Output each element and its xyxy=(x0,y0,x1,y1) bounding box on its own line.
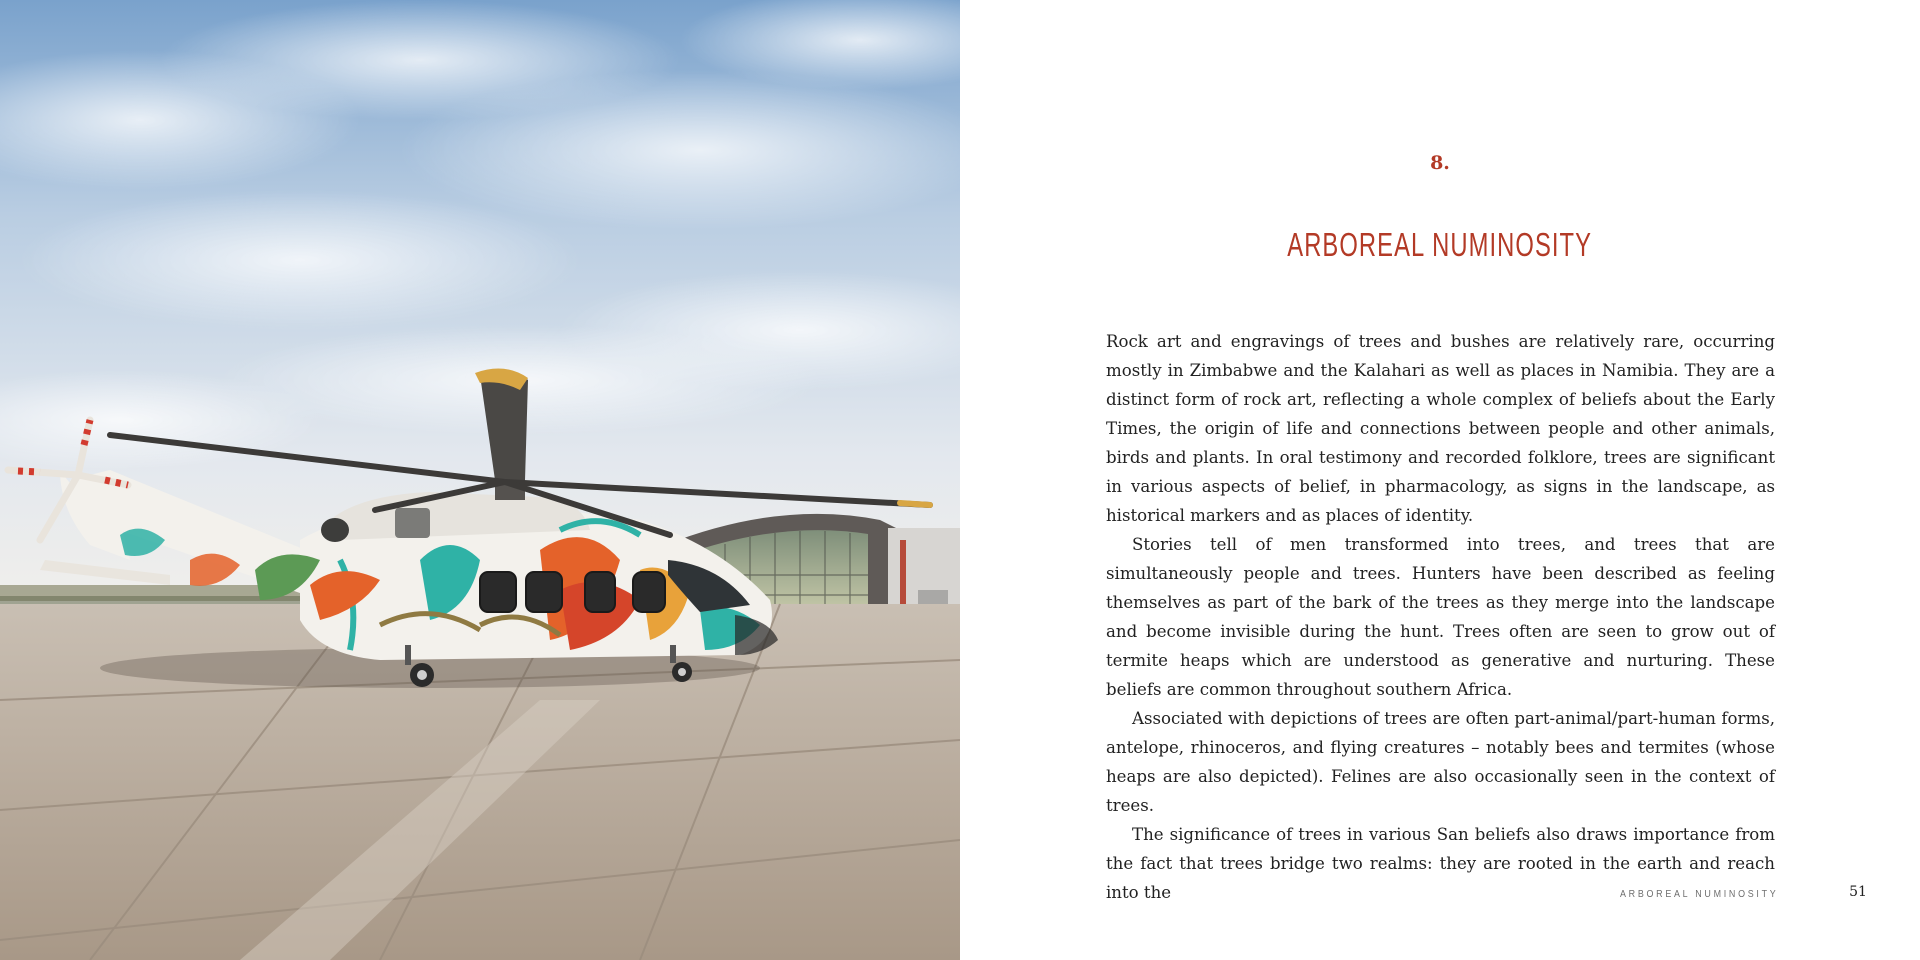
chapter-number: 8. xyxy=(1430,152,1450,174)
chapter-title xyxy=(960,226,1920,264)
paragraph-4: The significance of trees in various San beliefs also draws importance from the fact that trees bridge two realms: they are rooted in the earth and reach into the xyxy=(1106,825,1775,902)
chapter-title-text: ARBOREAL NUMINOSITY xyxy=(1287,226,1593,263)
text-page xyxy=(960,0,1920,960)
running-head-text: ARBOREAL NUMINOSITY xyxy=(1620,888,1779,900)
page-number: 51 xyxy=(1849,884,1867,900)
running-head xyxy=(1620,888,1820,900)
paragraph-1: Rock art and engravings of trees and bushes are relatively rare, occurring mostly in Zimbabwe and the Kalahari as well as places in Namibia. They are a distinct form of rock art, reflecting a whole complex of beliefs about the Early Times, the origin of life and connections between people and other animals, birds and plants. In oral testimony and recorded folklore, trees are significant in various aspects of belief, in pharmacology, as signs in the landscape, as historical markers and as places of identity. xyxy=(1106,332,1775,525)
paragraph-2: Stories tell of men transformed into trees, and trees that are simultaneously people and trees. Hunters have been described as feeling themselves as part of the bark of the trees as they merge into the landscape and become invisible during the hunt. Trees often are seen to grow out of termite heaps which are understood as generative and nurturing. These beliefs are common throughout southern Africa. xyxy=(1106,535,1775,699)
paragraph-3: Associated with depictions of trees are often part-animal/part-human forms, antelope, rhinoceros, and flying creatures – notably bees and termites (whose heaps are also depicted). Felines are also occasionally seen in the context of trees. xyxy=(1106,709,1775,815)
body-text xyxy=(1106,327,1775,907)
